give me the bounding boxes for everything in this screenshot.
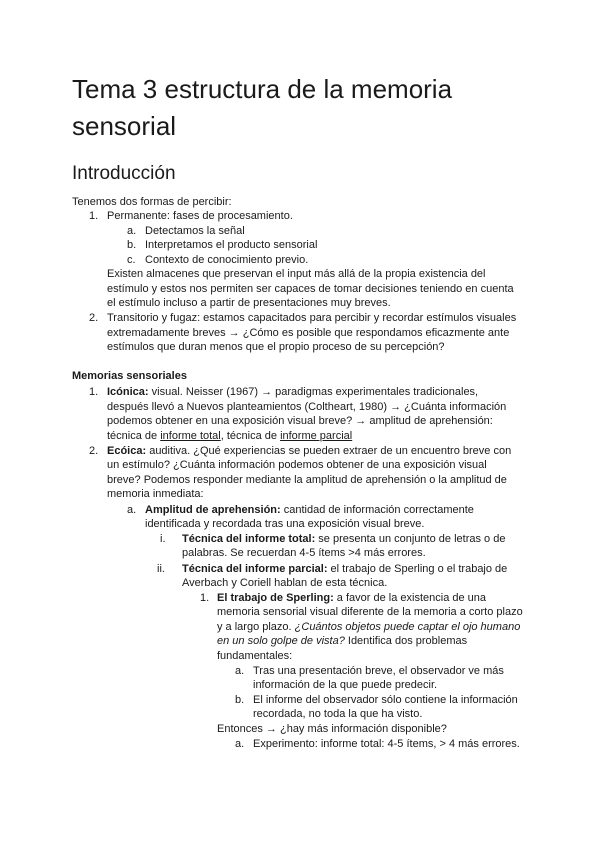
section-heading-memorias-sensoriales: Memorias sensoriales xyxy=(72,370,187,382)
term-informe-total: informe total xyxy=(160,430,221,442)
term-iconica: Icónica: xyxy=(107,386,149,398)
text-run: y a largo plazo. xyxy=(217,621,295,633)
paragraph-line: extremadamente breves → ¿Cómo es posible que respondamos eficazmente ante xyxy=(107,327,510,339)
sub-item-informe-parcial xyxy=(182,562,507,576)
list-marker: a. xyxy=(127,504,137,516)
list-marker: 2. xyxy=(89,312,99,324)
paragraph-line: identificada y recordada tras una exposición visual breve. xyxy=(145,518,425,530)
section-heading-introduccion: Introducción xyxy=(72,163,176,184)
term-ecoica: Ecóica: xyxy=(107,445,147,457)
paragraph-line: memoria sensorial visual diferente de la memoria a corto plazo xyxy=(217,606,523,618)
paragraph-line: recordada, no toda la que ha visto. xyxy=(253,708,423,720)
list-item-ecoica xyxy=(107,444,511,458)
term-informe-parcial: informe parcial xyxy=(280,430,353,442)
text-run: visual. Neisser (1967) → paradigmas experimentales tradicionales, xyxy=(148,386,479,398)
paragraph-line: un estímulo? ¿Cuánta información podemos obtener de una exposición visual xyxy=(107,459,487,471)
problem-item: Tras una presentación breve, el observador ve más xyxy=(253,665,504,677)
list-marker: b. xyxy=(127,239,137,251)
paragraph-line: palabras. Se recuerdan 4-5 ítems >4 más errores. xyxy=(182,547,426,559)
text-run: se presenta un conjunto de letras o de xyxy=(315,533,506,545)
problem-item: El informe del observador sólo contiene la información xyxy=(253,694,518,706)
list-marker: c. xyxy=(127,254,136,266)
paragraph-line: breve? Podemos responder mediante la amplitud de aprehensión o la amplitud de xyxy=(107,474,507,486)
term-tecnica-parcial: Técnica del informe parcial: xyxy=(182,563,328,575)
list-marker: 1. xyxy=(200,592,210,604)
paragraph-line: el estímulo incluso a partir de presentaciones muy breves. xyxy=(107,297,391,309)
paragraph-line: Existen almacenes que preservan el input más allá de la propia existencia del xyxy=(107,268,486,280)
list-marker: 1. xyxy=(89,386,99,398)
list-item-iconica xyxy=(107,385,478,399)
paragraph-line xyxy=(217,634,467,648)
experiment-item: Experimento: informe total: 4-5 ítems, > 4 más errores. xyxy=(253,738,520,750)
term-amplitud: Amplitud de aprehensión: xyxy=(145,504,281,516)
list-marker: a. xyxy=(235,738,245,750)
list-marker: 2. xyxy=(89,445,99,457)
list-marker: 1. xyxy=(89,210,99,222)
list-marker: ii. xyxy=(157,563,165,575)
list-marker: a. xyxy=(235,665,245,677)
paragraph-line: Averbach y Coriell hablan de esta técnica. xyxy=(182,577,388,589)
list-item-transitorio: Transitorio y fugaz: estamos capacitados para percibir y recordar estímulos visuales xyxy=(107,312,517,324)
sub-item-detectamos: Detectamos la señal xyxy=(145,225,245,237)
term-tecnica-total: Técnica del informe total: xyxy=(182,533,316,545)
entonces-line: Entonces → ¿hay más información disponible? xyxy=(217,723,447,735)
list-marker: b. xyxy=(235,694,245,706)
paragraph-line: información de la que puede predecir. xyxy=(253,679,438,691)
sub-item-informe-total xyxy=(182,532,505,546)
sub-item-amplitud xyxy=(145,503,474,517)
paragraph-line xyxy=(107,429,352,443)
document-title-line-2: sensorial xyxy=(72,111,177,141)
text-run: a favor de la existencia de una xyxy=(333,592,487,604)
paragraph-line: fundamentales: xyxy=(217,650,293,662)
sub-item-sperling xyxy=(217,591,486,605)
text-run: auditiva. ¿Qué experiencias se pueden extraer de un encuentro breve con xyxy=(146,445,512,457)
italic-question: ¿Cuántos objetos puede captar el ojo humano xyxy=(294,621,521,633)
list-item-permanente: Permanente: fases de procesamiento. xyxy=(107,210,293,222)
text-run: , técnica de xyxy=(220,430,281,442)
paragraph-line: estímulo y estos nos permiten ser capaces de tomar decisiones teniendo en cuenta xyxy=(107,283,514,295)
list-marker: i. xyxy=(160,533,166,545)
paragraph-line: estímulos que duran menos que el propio proceso de su percepción? xyxy=(107,341,445,353)
paragraph-line xyxy=(217,620,520,634)
paragraph-line: memoria inmediata: xyxy=(107,488,204,500)
paragraph-line: podemos obtener en una exposición visual breve? → amplitud de aprehensión: xyxy=(107,415,493,427)
text-run: técnica de xyxy=(107,430,161,442)
sub-item-contexto: Contexto de conocimiento previo. xyxy=(145,254,309,266)
sub-item-interpretamos: Interpretamos el producto sensorial xyxy=(145,239,318,251)
text-run: Identifica dos problemas xyxy=(344,635,468,647)
paragraph-line: después llevó a Nuevos planteamientos (Coltheart, 1980) → ¿Cuánta información xyxy=(107,401,507,413)
italic-question: en un solo golpe de vista? xyxy=(217,635,345,647)
term-sperling: El trabajo de Sperling: xyxy=(217,592,334,604)
document-title-line-1: Tema 3 estructura de la memoria xyxy=(72,74,453,104)
intro-lead: Tenemos dos formas de percibir: xyxy=(72,196,232,208)
list-marker: a. xyxy=(127,225,137,237)
text-run: cantidad de información correctamente xyxy=(280,504,474,516)
text-run: el trabajo de Sperling o el trabajo de xyxy=(327,563,508,575)
